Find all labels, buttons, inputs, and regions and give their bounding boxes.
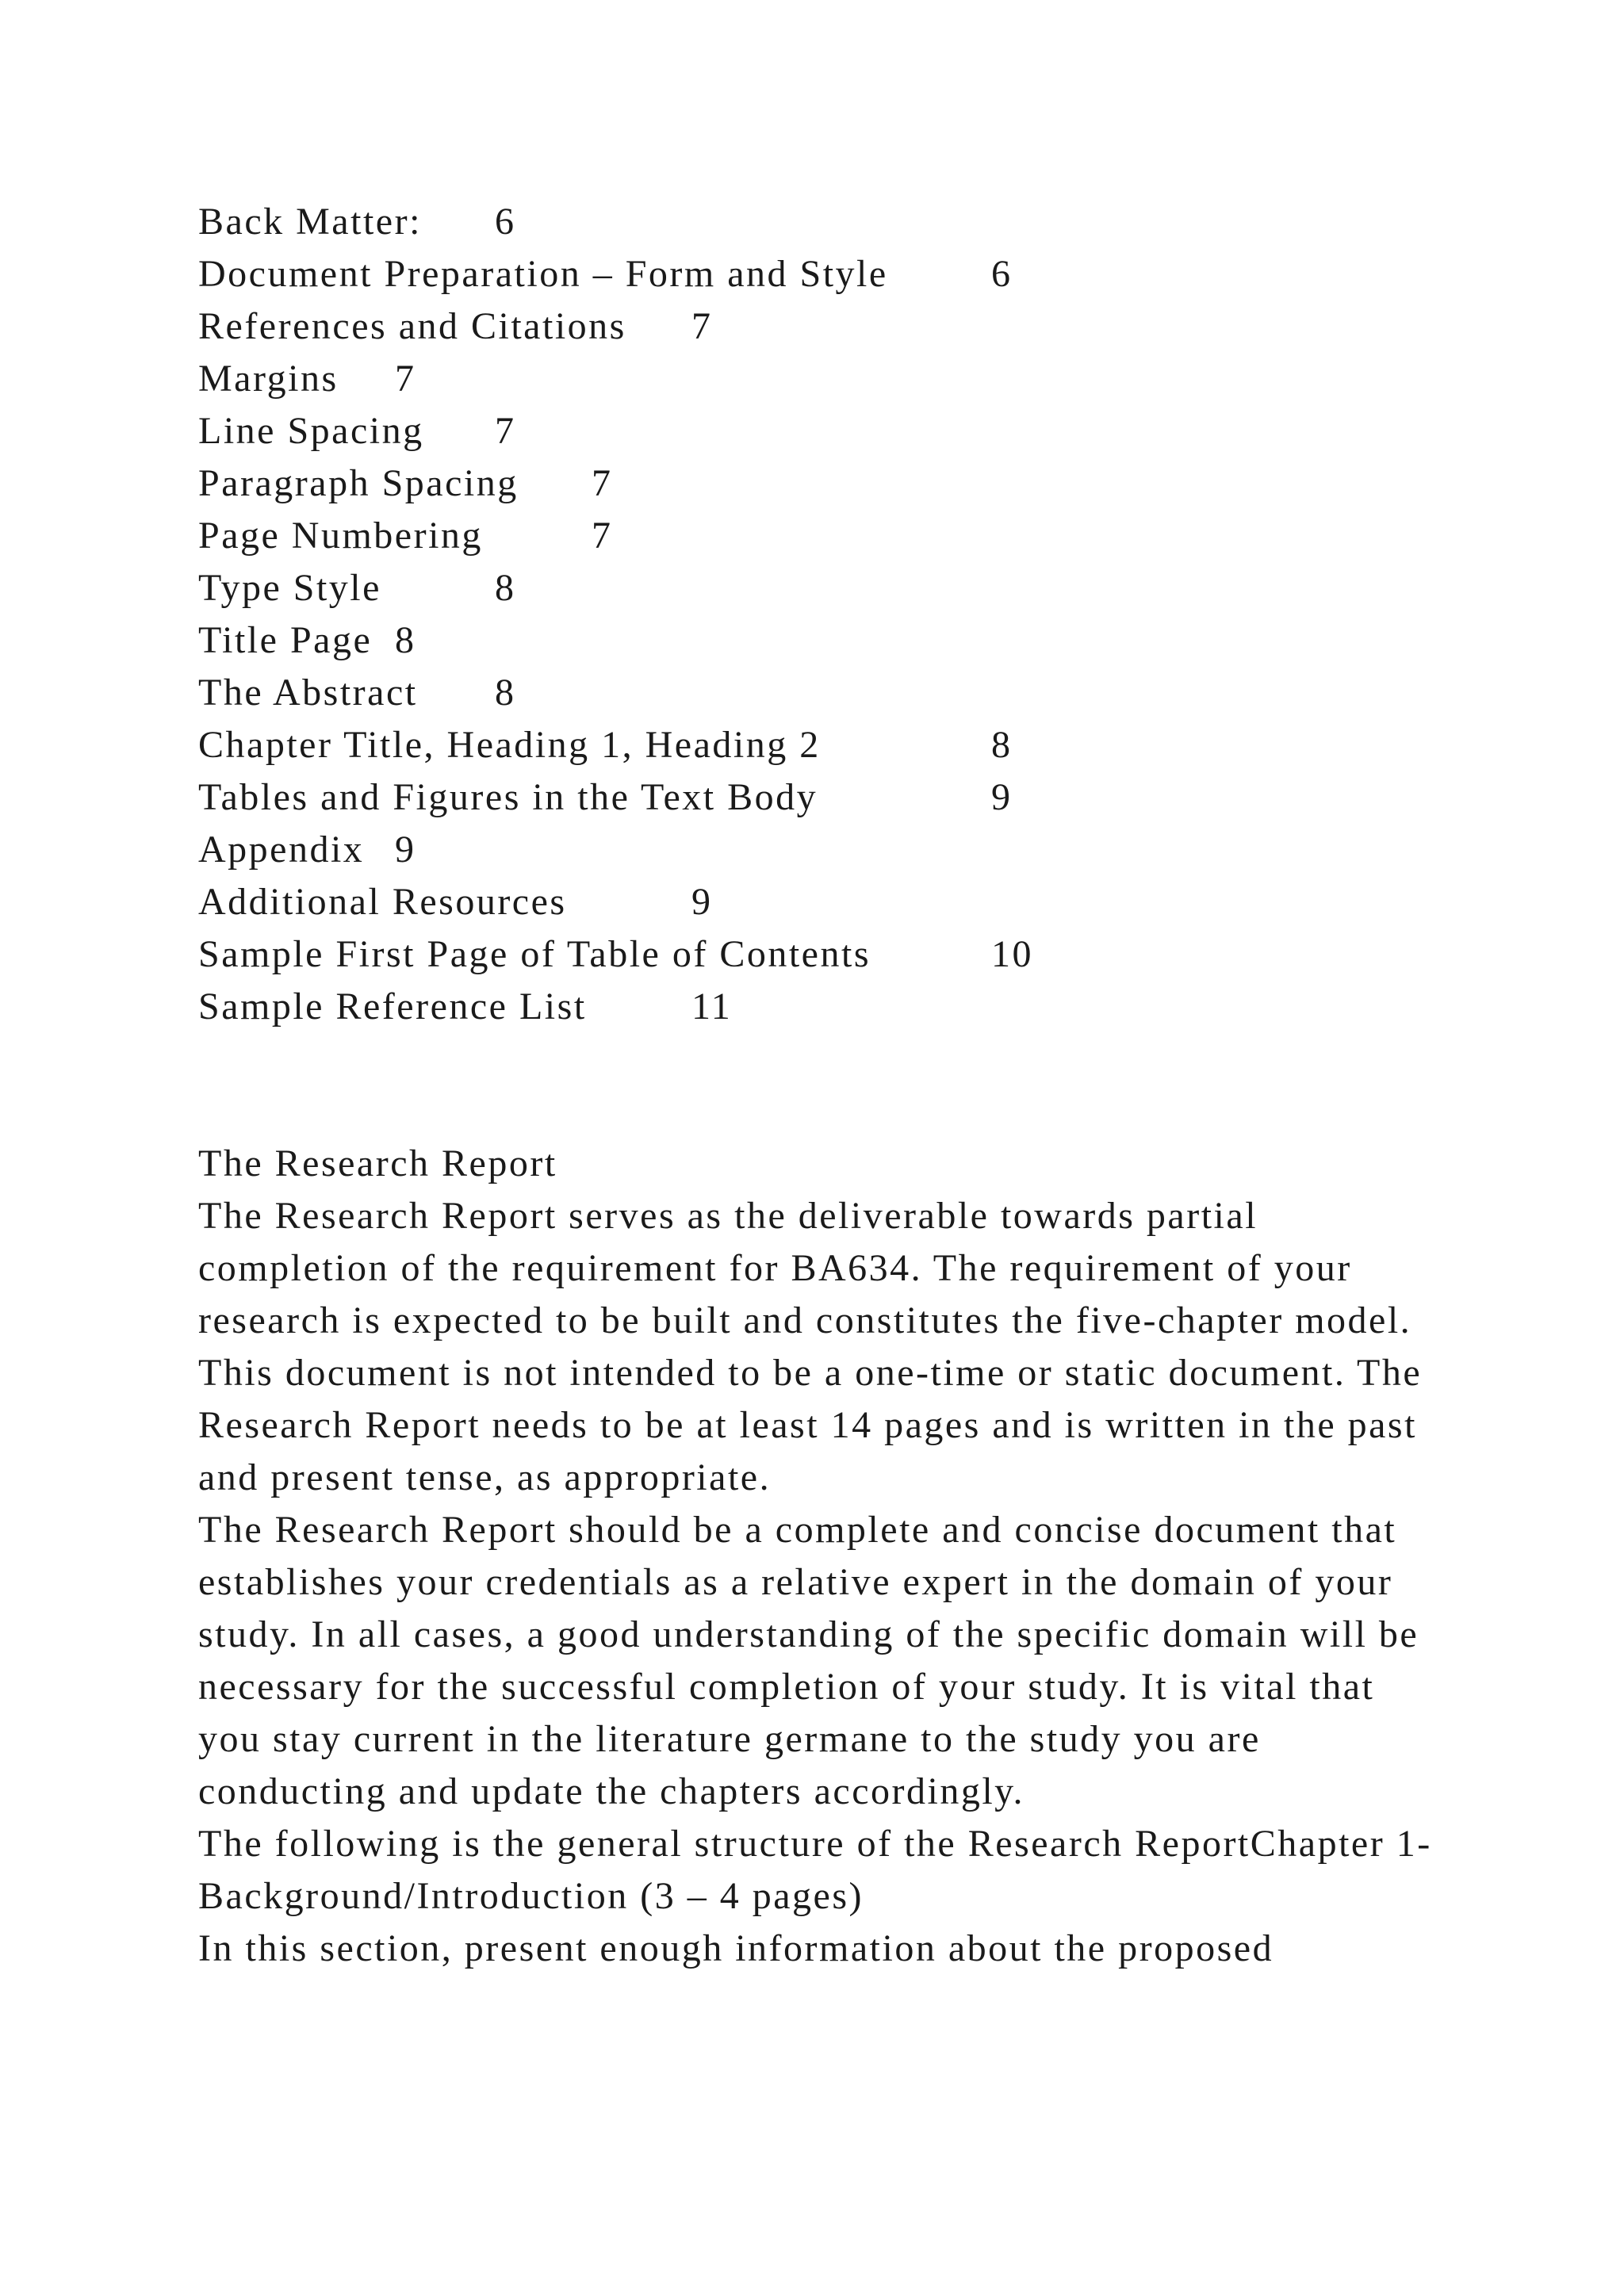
toc-entry-page: 11	[691, 985, 733, 1027]
toc-entry	[198, 876, 1435, 928]
toc-entry-page: 7	[691, 305, 713, 347]
toc-entry-page: 7	[592, 462, 613, 504]
document-content	[198, 196, 1435, 1975]
toc-entry-label: Page Numbering	[198, 515, 483, 557]
table-of-contents	[198, 196, 1435, 1033]
toc-entry-page: 7	[395, 358, 416, 400]
toc-entry-label: Title Page	[198, 619, 373, 661]
toc-entry-page: 8	[395, 619, 416, 661]
toc-entry-page: 7	[495, 410, 516, 452]
toc-entry	[198, 719, 1435, 771]
toc-entry-label: Tables and Figures in the Text Body	[198, 776, 818, 818]
body-paragraph: The following is the general structure of the Research ReportChapter 1- Background/Introduction (3 – 4 pages)	[198, 1823, 1432, 1917]
toc-entry-page: 8	[991, 724, 1013, 766]
toc-entry-page: 8	[495, 672, 516, 714]
toc-entry	[198, 353, 1435, 405]
toc-entry-label: Back Matter:	[198, 201, 422, 243]
toc-entry	[198, 771, 1435, 824]
toc-entry-page: 9	[991, 776, 1013, 818]
toc-entry-page: 6	[991, 253, 1013, 295]
body-paragraph: The Research Report should be a complete and concise document that establishes your credentials as a relative expert in the domain of your study. In all cases, a good understanding of the specific domain will be necessary for the successful completion of your study. It is vital that you stay current in the literature germane to the study you are conducting and update the chapters accordingly.	[198, 1509, 1419, 1812]
toc-entry-page: 7	[592, 515, 613, 557]
toc-entry-page: 10	[991, 933, 1033, 975]
toc-entry-page: 9	[691, 881, 713, 923]
toc-entry-page: 6	[495, 201, 516, 243]
toc-entry-label: Additional Resources	[198, 881, 567, 923]
toc-entry-label: Line Spacing	[198, 410, 424, 452]
body-paragraph: The Research Report serves as the deliverable towards partial completion of the requirement for BA634. The requirement of your research is expected to be built and constitutes the five-chapter model. This document is not intended to be a one-time or static document. The Research Report needs to be at least 14 pages and is written in the past and present tense, as appropriate.	[198, 1195, 1423, 1498]
toc-entry-label: Chapter Title, Heading 1, Heading 2	[198, 724, 821, 766]
toc-entry-label: The Abstract	[198, 672, 418, 714]
toc-entry-label: References and Citations	[198, 305, 626, 347]
toc-entry	[198, 667, 1435, 719]
toc-entry-page: 9	[395, 828, 416, 871]
toc-entry-label: Appendix	[198, 828, 365, 871]
toc-entry-label: Sample Reference List	[198, 985, 587, 1027]
toc-entry-label: Margins	[198, 358, 339, 400]
toc-entry	[198, 928, 1435, 981]
toc-entry-label: Type Style	[198, 567, 381, 609]
toc-entry	[198, 614, 1435, 667]
toc-entry-label: Document Preparation – Form and Style	[198, 253, 888, 295]
section-heading: The Research Report	[198, 1142, 557, 1184]
body-paragraph: In this section, present enough information about the proposed	[198, 1927, 1274, 1969]
toc-entry	[198, 248, 1435, 300]
toc-entry	[198, 562, 1435, 614]
toc-entry-label: Sample First Page of Table of Contents	[198, 933, 871, 975]
toc-entry	[198, 510, 1435, 562]
toc-entry	[198, 300, 1435, 353]
toc-entry	[198, 457, 1435, 510]
toc-entry	[198, 824, 1435, 876]
toc-entry	[198, 405, 1435, 457]
toc-entry	[198, 196, 1435, 248]
toc-entry	[198, 981, 1435, 1033]
toc-entry-page: 8	[495, 567, 516, 609]
section-gap	[198, 1033, 1435, 1138]
toc-entry-label: Paragraph Spacing	[198, 462, 519, 504]
